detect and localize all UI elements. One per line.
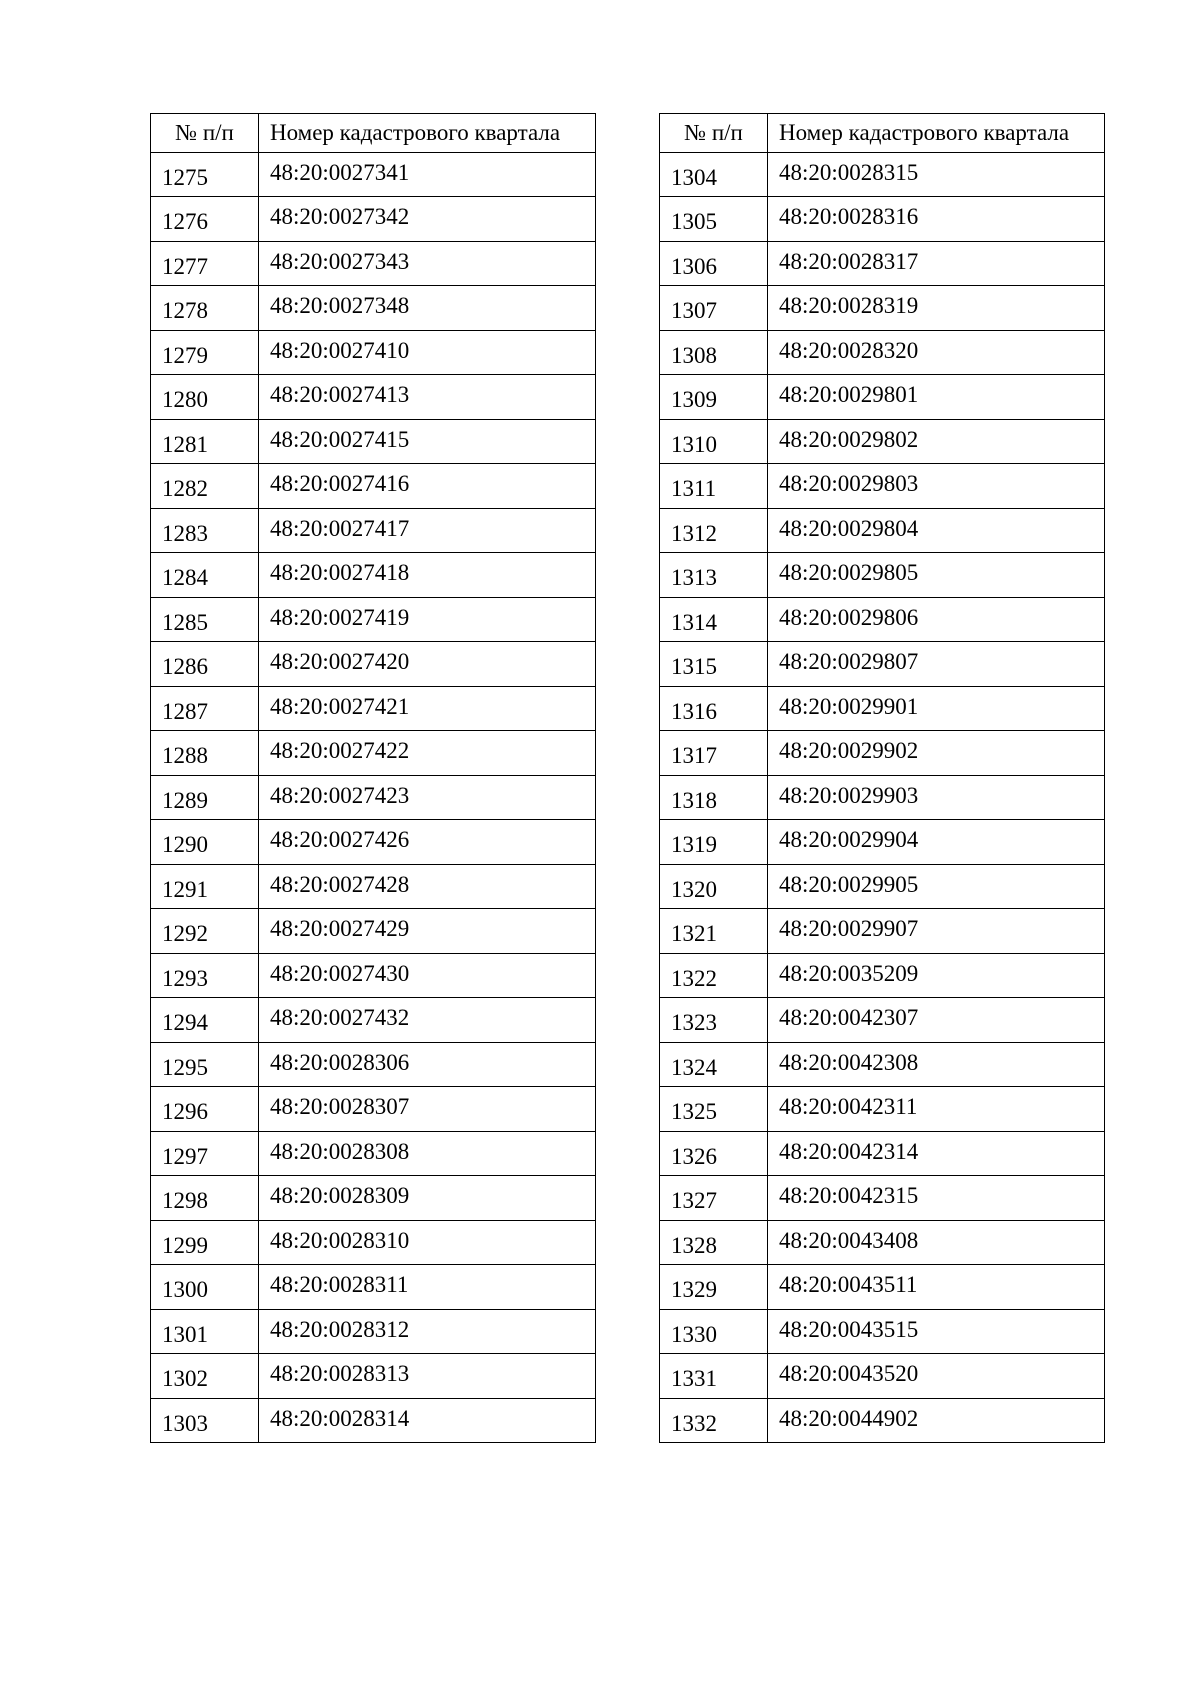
row-number: 1330 <box>660 1309 768 1354</box>
cadastral-code: 48:20:0027418 <box>259 553 596 598</box>
cadastral-code: 48:20:0043520 <box>768 1354 1105 1399</box>
cadastral-code: 48:20:0028317 <box>768 241 1105 286</box>
column-header-cadastral-code: Номер кадастрового квартала <box>768 114 1105 153</box>
cadastral-code: 48:20:0029901 <box>768 686 1105 731</box>
cadastral-code: 48:20:0029804 <box>768 508 1105 553</box>
row-number: 1279 <box>151 330 259 375</box>
cadastral-code: 48:20:0029806 <box>768 597 1105 642</box>
row-number: 1321 <box>660 909 768 954</box>
table-row <box>660 597 1105 642</box>
row-number: 1326 <box>660 1131 768 1176</box>
table-row <box>660 1220 1105 1265</box>
table-row <box>151 1176 596 1221</box>
row-number: 1331 <box>660 1354 768 1399</box>
table-row <box>151 1042 596 1087</box>
row-number: 1301 <box>151 1309 259 1354</box>
table-row <box>660 820 1105 865</box>
table-row <box>151 1398 596 1443</box>
row-number: 1285 <box>151 597 259 642</box>
row-number: 1308 <box>660 330 768 375</box>
row-number: 1278 <box>151 286 259 331</box>
cadastral-code: 48:20:0028313 <box>259 1354 596 1399</box>
table-row <box>151 508 596 553</box>
table-row <box>660 1309 1105 1354</box>
table-row <box>660 1354 1105 1399</box>
table-header-row <box>660 114 1105 153</box>
cadastral-code: 48:20:0027430 <box>259 953 596 998</box>
cadastral-code: 48:20:0028314 <box>259 1398 596 1443</box>
row-number: 1283 <box>151 508 259 553</box>
table-row <box>660 330 1105 375</box>
column-header-cadastral-code: Номер кадастрового квартала <box>259 114 596 153</box>
table-row <box>151 953 596 998</box>
table-row <box>660 241 1105 286</box>
row-number: 1307 <box>660 286 768 331</box>
table-row <box>151 1265 596 1310</box>
cadastral-code: 48:20:0028310 <box>259 1220 596 1265</box>
row-number: 1309 <box>660 375 768 420</box>
table-row <box>660 775 1105 820</box>
row-number: 1298 <box>151 1176 259 1221</box>
table-row <box>151 152 596 197</box>
row-number: 1294 <box>151 998 259 1043</box>
cadastral-code: 48:20:0027420 <box>259 642 596 687</box>
cadastral-table-right <box>659 113 1105 1443</box>
table-row <box>660 508 1105 553</box>
cadastral-code: 48:20:0027421 <box>259 686 596 731</box>
row-number: 1315 <box>660 642 768 687</box>
cadastral-code: 48:20:0044902 <box>768 1398 1105 1443</box>
table-row <box>151 553 596 598</box>
row-number: 1286 <box>151 642 259 687</box>
cadastral-code: 48:20:0027343 <box>259 241 596 286</box>
cadastral-code: 48:20:0029905 <box>768 864 1105 909</box>
column-header-number: № п/п <box>151 114 259 153</box>
table-row <box>660 197 1105 242</box>
cadastral-code: 48:20:0027432 <box>259 998 596 1043</box>
cadastral-code: 48:20:0027415 <box>259 419 596 464</box>
row-number: 1310 <box>660 419 768 464</box>
row-number: 1277 <box>151 241 259 286</box>
table-body-left <box>151 152 596 1443</box>
table-header-row <box>151 114 596 153</box>
cadastral-code: 48:20:0027342 <box>259 197 596 242</box>
cadastral-code: 48:20:0028315 <box>768 152 1105 197</box>
table-row <box>151 1309 596 1354</box>
table-row <box>660 1176 1105 1221</box>
cadastral-code: 48:20:0028319 <box>768 286 1105 331</box>
table-row <box>151 419 596 464</box>
row-number: 1289 <box>151 775 259 820</box>
table-row <box>660 1042 1105 1087</box>
row-number: 1311 <box>660 464 768 509</box>
table-row <box>660 375 1105 420</box>
row-number: 1304 <box>660 152 768 197</box>
row-number: 1320 <box>660 864 768 909</box>
cadastral-code: 48:20:0042308 <box>768 1042 1105 1087</box>
cadastral-code: 48:20:0028320 <box>768 330 1105 375</box>
row-number: 1324 <box>660 1042 768 1087</box>
cadastral-code: 48:20:0028306 <box>259 1042 596 1087</box>
cadastral-code: 48:20:0027419 <box>259 597 596 642</box>
table-row <box>660 286 1105 331</box>
row-number: 1316 <box>660 686 768 731</box>
table-row <box>151 1354 596 1399</box>
cadastral-code: 48:20:0027416 <box>259 464 596 509</box>
table-row <box>151 686 596 731</box>
cadastral-code: 48:20:0028307 <box>259 1087 596 1132</box>
row-number: 1280 <box>151 375 259 420</box>
row-number: 1305 <box>660 197 768 242</box>
cadastral-code: 48:20:0027410 <box>259 330 596 375</box>
cadastral-code: 48:20:0043511 <box>768 1265 1105 1310</box>
row-number: 1327 <box>660 1176 768 1221</box>
row-number: 1287 <box>151 686 259 731</box>
cadastral-code: 48:20:0029903 <box>768 775 1105 820</box>
cadastral-code: 48:20:0042311 <box>768 1087 1105 1132</box>
table-row <box>660 1131 1105 1176</box>
table-row <box>151 820 596 865</box>
cadastral-code: 48:20:0027428 <box>259 864 596 909</box>
table-row <box>660 419 1105 464</box>
cadastral-code: 48:20:0028308 <box>259 1131 596 1176</box>
table-row <box>151 775 596 820</box>
cadastral-code: 48:20:0029801 <box>768 375 1105 420</box>
table-row <box>151 375 596 420</box>
cadastral-code: 48:20:0029803 <box>768 464 1105 509</box>
table-row <box>660 464 1105 509</box>
table-row <box>151 464 596 509</box>
row-number: 1318 <box>660 775 768 820</box>
table-row <box>660 152 1105 197</box>
table-row <box>660 1087 1105 1132</box>
cadastral-code: 48:20:0029902 <box>768 731 1105 776</box>
cadastral-code: 48:20:0027348 <box>259 286 596 331</box>
cadastral-code: 48:20:0028309 <box>259 1176 596 1221</box>
table-row <box>151 909 596 954</box>
row-number: 1295 <box>151 1042 259 1087</box>
table-row <box>660 642 1105 687</box>
row-number: 1296 <box>151 1087 259 1132</box>
cadastral-code: 48:20:0029904 <box>768 820 1105 865</box>
cadastral-code: 48:20:0042314 <box>768 1131 1105 1176</box>
cadastral-code: 48:20:0029805 <box>768 553 1105 598</box>
row-number: 1319 <box>660 820 768 865</box>
row-number: 1291 <box>151 864 259 909</box>
table-row <box>151 731 596 776</box>
table-body-right <box>660 152 1105 1443</box>
cadastral-table-left <box>150 113 596 1443</box>
row-number: 1314 <box>660 597 768 642</box>
row-number: 1332 <box>660 1398 768 1443</box>
cadastral-code: 48:20:0027429 <box>259 909 596 954</box>
cadastral-code: 48:20:0027341 <box>259 152 596 197</box>
row-number: 1300 <box>151 1265 259 1310</box>
table-row <box>151 864 596 909</box>
cadastral-code: 48:20:0035209 <box>768 953 1105 998</box>
table-row <box>660 909 1105 954</box>
cadastral-code: 48:20:0027423 <box>259 775 596 820</box>
row-number: 1302 <box>151 1354 259 1399</box>
row-number: 1276 <box>151 197 259 242</box>
row-number: 1325 <box>660 1087 768 1132</box>
row-number: 1328 <box>660 1220 768 1265</box>
cadastral-code: 48:20:0042315 <box>768 1176 1105 1221</box>
cadastral-code: 48:20:0028316 <box>768 197 1105 242</box>
cadastral-code: 48:20:0027417 <box>259 508 596 553</box>
table-row <box>151 1220 596 1265</box>
row-number: 1322 <box>660 953 768 998</box>
row-number: 1282 <box>151 464 259 509</box>
table-row <box>151 642 596 687</box>
cadastral-code: 48:20:0029807 <box>768 642 1105 687</box>
cadastral-code: 48:20:0028311 <box>259 1265 596 1310</box>
row-number: 1306 <box>660 241 768 286</box>
table-row <box>151 1131 596 1176</box>
table-row <box>660 1398 1105 1443</box>
column-header-number: № п/п <box>660 114 768 153</box>
row-number: 1284 <box>151 553 259 598</box>
cadastral-code: 48:20:0029907 <box>768 909 1105 954</box>
row-number: 1303 <box>151 1398 259 1443</box>
cadastral-code: 48:20:0043515 <box>768 1309 1105 1354</box>
row-number: 1275 <box>151 152 259 197</box>
table-row <box>660 686 1105 731</box>
table-row <box>660 864 1105 909</box>
row-number: 1323 <box>660 998 768 1043</box>
table-row <box>660 553 1105 598</box>
table-row <box>660 731 1105 776</box>
row-number: 1292 <box>151 909 259 954</box>
row-number: 1329 <box>660 1265 768 1310</box>
cadastral-code: 48:20:0042307 <box>768 998 1105 1043</box>
row-number: 1317 <box>660 731 768 776</box>
table-row <box>151 330 596 375</box>
table-row <box>151 197 596 242</box>
cadastral-code: 48:20:0027426 <box>259 820 596 865</box>
row-number: 1297 <box>151 1131 259 1176</box>
table-row <box>151 1087 596 1132</box>
row-number: 1288 <box>151 731 259 776</box>
table-row <box>151 597 596 642</box>
table-row <box>660 998 1105 1043</box>
cadastral-code: 48:20:0027413 <box>259 375 596 420</box>
row-number: 1313 <box>660 553 768 598</box>
table-row <box>151 286 596 331</box>
cadastral-code: 48:20:0027422 <box>259 731 596 776</box>
row-number: 1312 <box>660 508 768 553</box>
table-row <box>660 1265 1105 1310</box>
cadastral-code: 48:20:0029802 <box>768 419 1105 464</box>
row-number: 1281 <box>151 419 259 464</box>
table-row <box>151 998 596 1043</box>
cadastral-code: 48:20:0043408 <box>768 1220 1105 1265</box>
row-number: 1293 <box>151 953 259 998</box>
table-row <box>660 953 1105 998</box>
cadastral-code: 48:20:0028312 <box>259 1309 596 1354</box>
row-number: 1290 <box>151 820 259 865</box>
row-number: 1299 <box>151 1220 259 1265</box>
table-row <box>151 241 596 286</box>
